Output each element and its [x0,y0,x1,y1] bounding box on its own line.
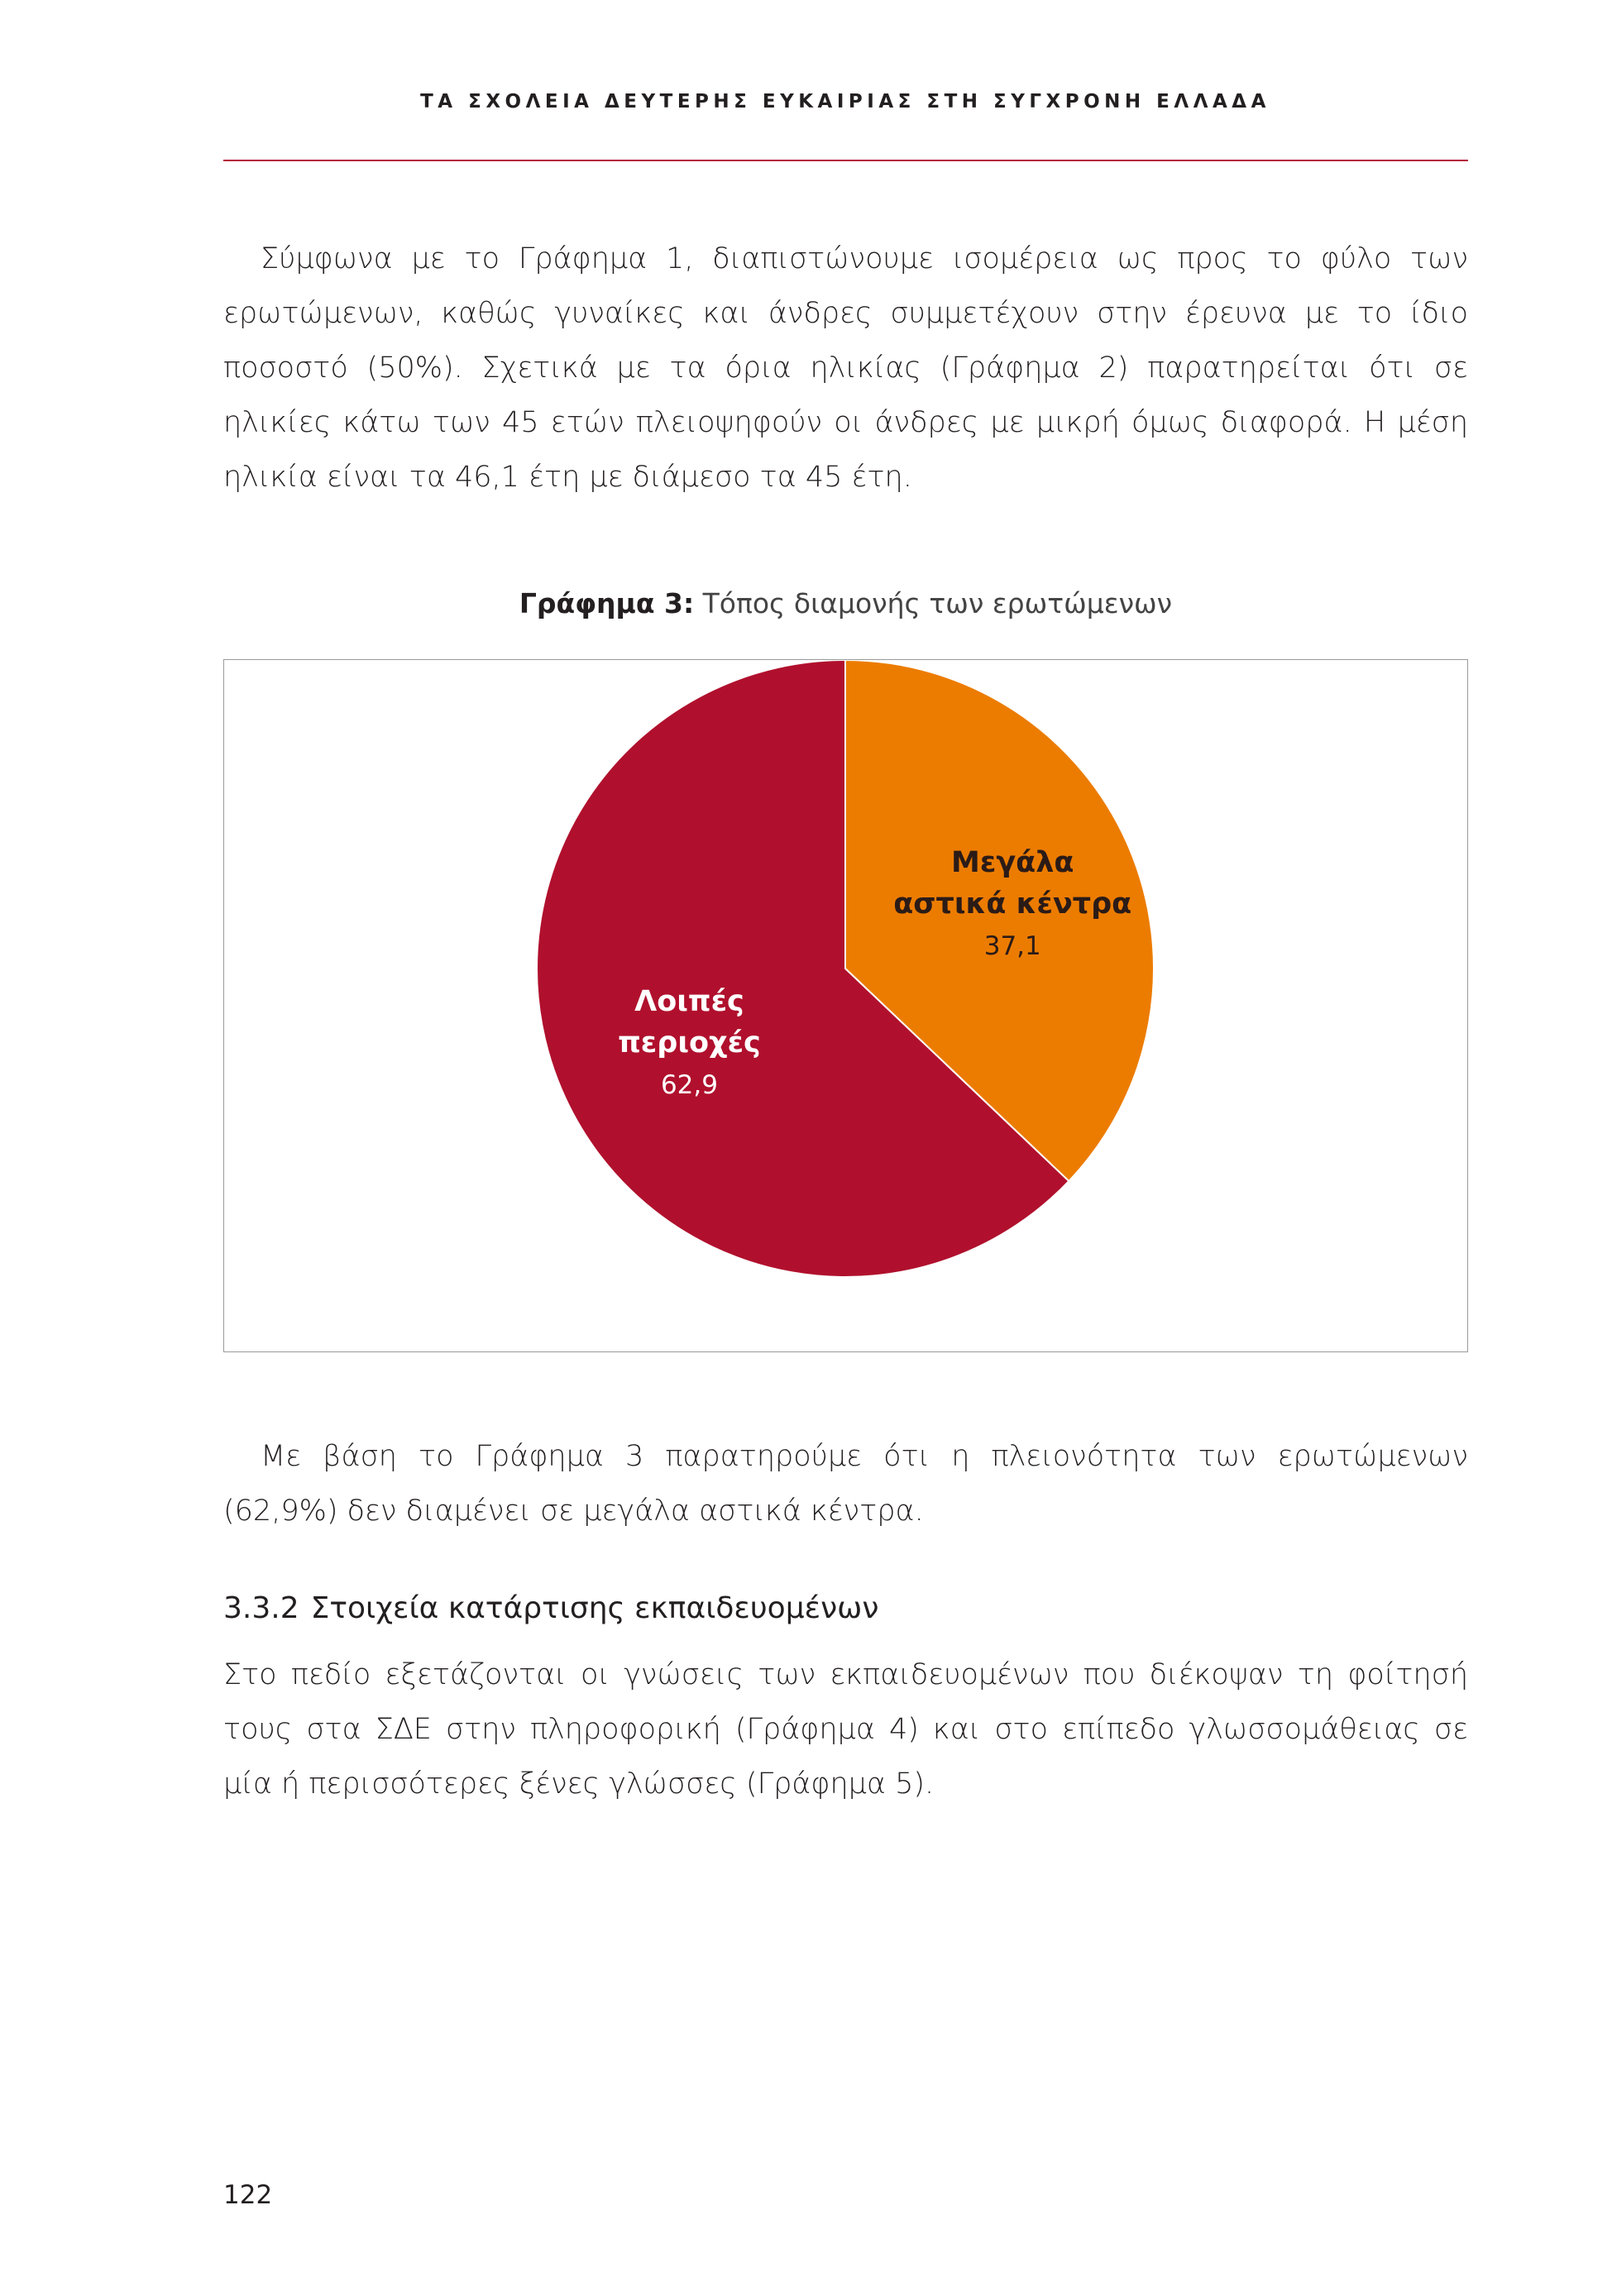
slice-2-label-line2: περιοχές [618,1026,761,1060]
slice-1-label-line2: αστικά κέντρα [893,887,1132,921]
caption-text: Τόπος διαμονής των ερωτώμενων [702,587,1173,619]
running-header: ΤΑ ΣΧΟΛΕΙΑ ΔΕΥΤΕΡΗΣ ΕΥΚΑΙΡΙΑΣ ΣΤΗ ΣΥΓΧΡΟΝΗ ΕΛΛΑΔΑ [420,91,1270,112]
slice-2-label-line1: Λοιπές [634,984,744,1018]
header-rule [223,160,1468,161]
paragraph-chart-summary: Με βάση το Γράφημα 3 παρατηρούμε ότι η πλειονότητα των ερωτώμενων (62,9%) δεν διαμένει σε μεγάλα αστικά κέντρα. [223,1440,1468,1528]
slice-2-value-label: 62,9 [660,1069,718,1100]
slice-1-label-line1: Μεγάλα [951,846,1074,880]
subsection-number: 3.3.2 [223,1591,299,1625]
paragraph-gender-age: Σύμφωνα με το Γράφημα 1, διαπιστώνουμε ισομέρεια ως προς το φύλο των ερωτώμενων, καθώς γυναίκες και άνδρες συμμετέχουν στην έρευνα με το ίδιο ποσοστό (50%). Σχετικά με τα όρια ηλικίας (Γράφημα 2) παρατηρείται ότι σε ηλικίες κάτω των 45 ετών πλειοψηφούν οι άνδρες με μικρή όμως διαφορά. Η μέση ηλικία είναι τα 46,1 έτη με διάμεσο τα 45 έτη. [223,242,1468,494]
caption-label: Γράφημα 3: [519,587,695,619]
subsection-heading [223,1588,878,1629]
subsection-title: Στοιχεία κατάρτισης εκπαιδευομένων [310,1591,879,1625]
figure-caption [223,586,1468,622]
page-number: 122 [223,2180,273,2210]
chart-frame [223,659,1468,1352]
pie-chart [224,660,1466,1351]
paragraph-training: Στο πεδίο εξετάζονται οι γνώσεις των εκπαιδευομένων που διέκοψαν τη φοίτησή τους στα ΣΔΕ στην πληροφορική (Γράφημα 4) και στο επίπεδο γλωσσομάθειας σε μία ή περισσότερες ξένες γλώσσες (Γράφημα 5). [223,1658,1468,1801]
slice-1-value-label: 37,1 [983,931,1041,962]
